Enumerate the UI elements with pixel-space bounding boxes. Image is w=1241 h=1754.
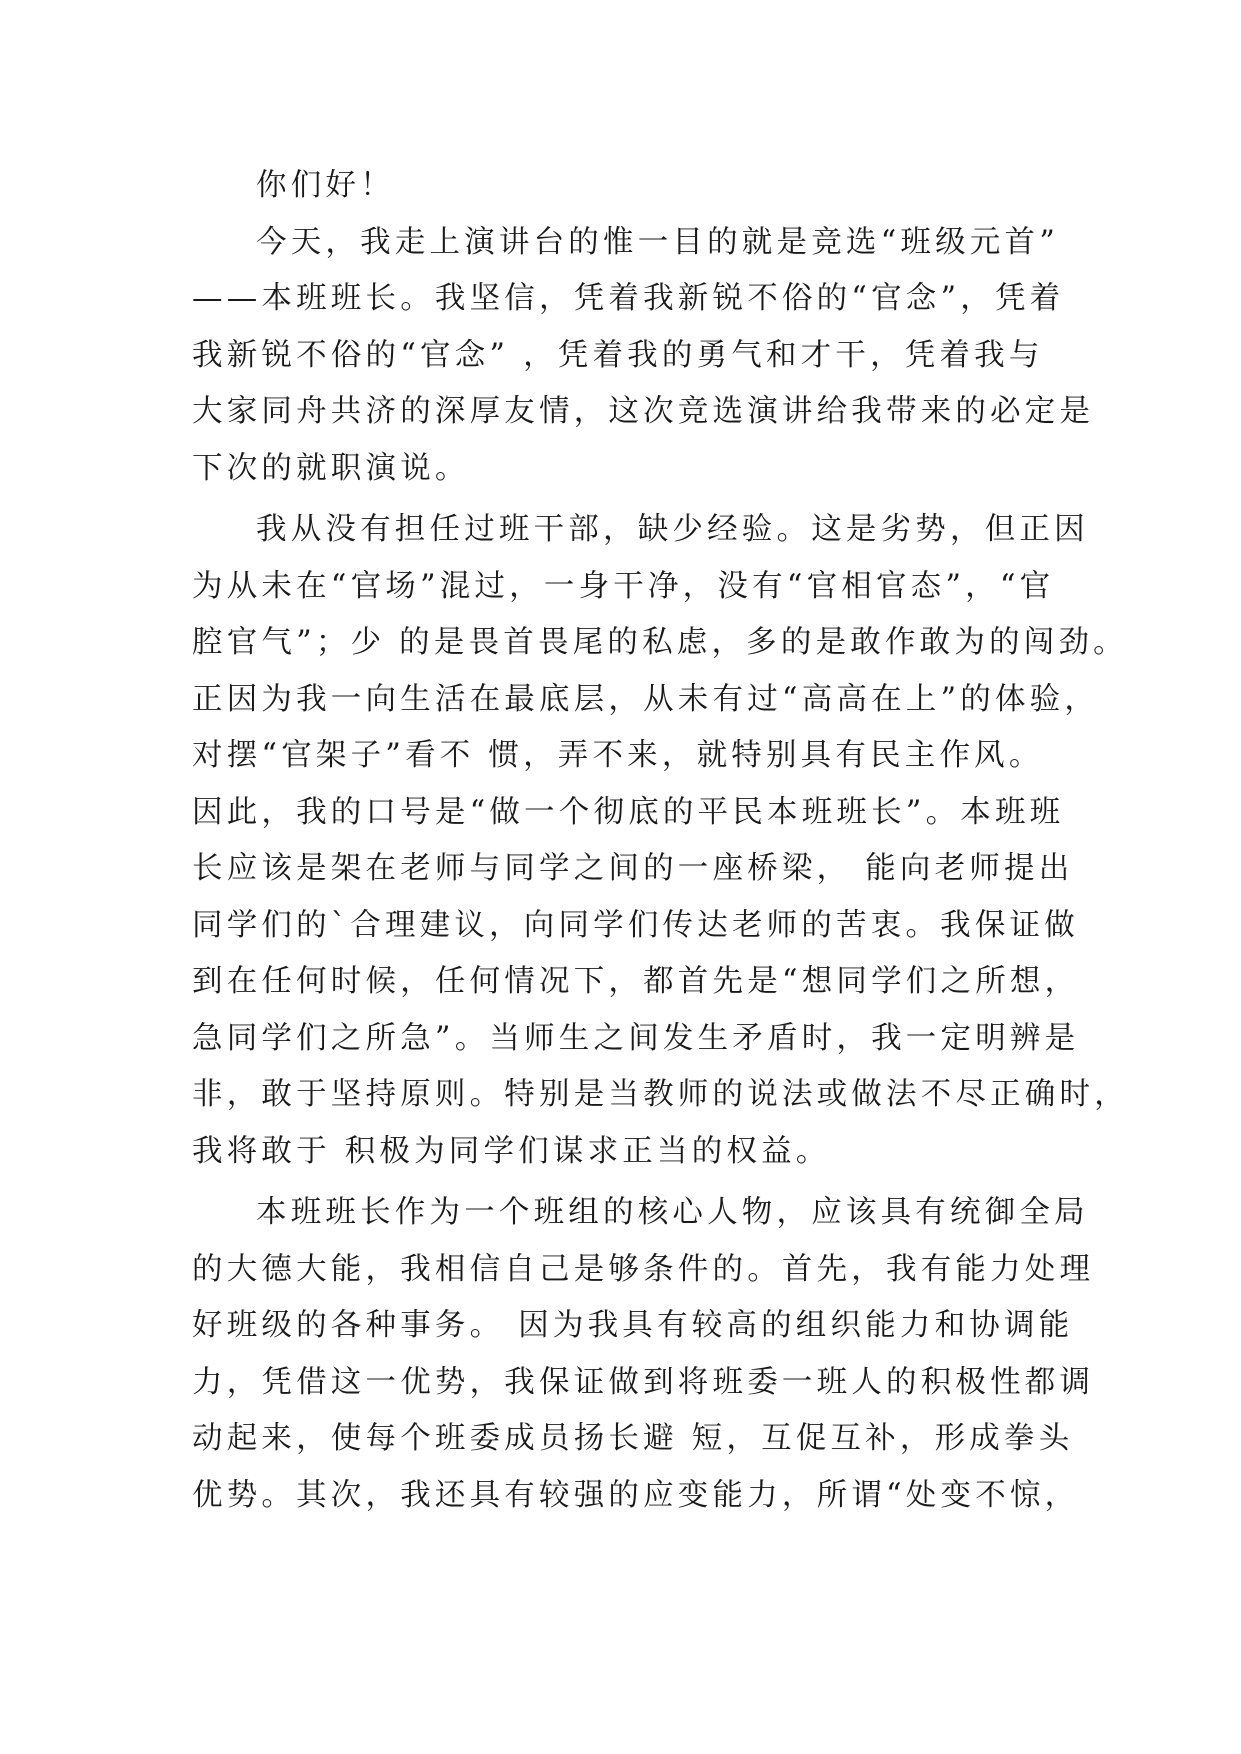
text-line: 腔官气”；少 的是畏首畏尾的私虑，多的是敢作敢为的闯劲。: [192, 625, 1128, 660]
text-line: 大家同舟共济的深厚友情，这次竞选演讲给我带来的必定是: [192, 394, 1095, 429]
text-line: 我新锐不俗的“官念” ，凭着我的勇气和才干，凭着我与: [192, 338, 1044, 373]
text-line: 因此，我的口号是“做一个彻底的平民本班班长”。本班班: [192, 795, 1065, 830]
text-line: 好班级的各种事务。 因为我具有较高的组织能力和协调能: [192, 1308, 1074, 1343]
text-line: 的大德大能，我相信自己是够条件的。首先，我有能力处理: [192, 1252, 1095, 1287]
text-line: 我将敢于 积极为同学们谋求正当的权益。: [192, 1134, 831, 1169]
text-line: 我从没有担任过班干部，缺少经验。这是劣势，但正因: [256, 512, 1089, 547]
text-line: 非，敢于坚持原则。特别是当教师的说法或做法不尽正确时，: [192, 1077, 1129, 1112]
text-line: 本班班长作为一个班组的核心人物，应该具有统御全局: [256, 1195, 1089, 1230]
text-line: 对摆“官架子”看不 惯，弄不来，就特别具有民主作风。: [192, 738, 1044, 773]
text-line: 同学们的`合理建议，向同学们传达老师的苦衷。我保证做: [192, 908, 1079, 943]
text-line: 优势。其次，我还具有较强的应变能力，所谓“处变不惊，: [192, 1478, 1080, 1513]
text-line: 正因为我一向生活在最底层，从未有过“高高在上”的体验，: [192, 682, 1100, 717]
text-line: 动起来，使每个班委成员扬长避 短，互促互补，形成拳头: [192, 1421, 1074, 1456]
text-line: 力，凭借这一优势，我保证做到将班委一班人的积极性都调: [192, 1365, 1095, 1400]
text-line: 下次的就职演说。: [192, 451, 470, 486]
text-line: ——本班班长。我坚信，凭着我新锐不俗的“官念”，凭着: [192, 281, 1065, 316]
text-line: 长应该是架在老师与同学之间的一座桥梁， 能向老师提出: [192, 851, 1074, 886]
text-line: 你们好！: [256, 168, 395, 203]
text-line: 今天，我走上演讲台的惟一目的就是竞选“班级元首”: [256, 225, 1059, 260]
text-line: 到在任何时候，任何情况下，都首先是“想同学们之所想，: [192, 964, 1080, 999]
text-line: 为从未在“官场”混过，一身干净，没有“官相官态”，“官: [192, 569, 1055, 604]
text-line: 急同学们之所急”。当师生之间发生矛盾时，我一定明辨是: [192, 1021, 1080, 1056]
